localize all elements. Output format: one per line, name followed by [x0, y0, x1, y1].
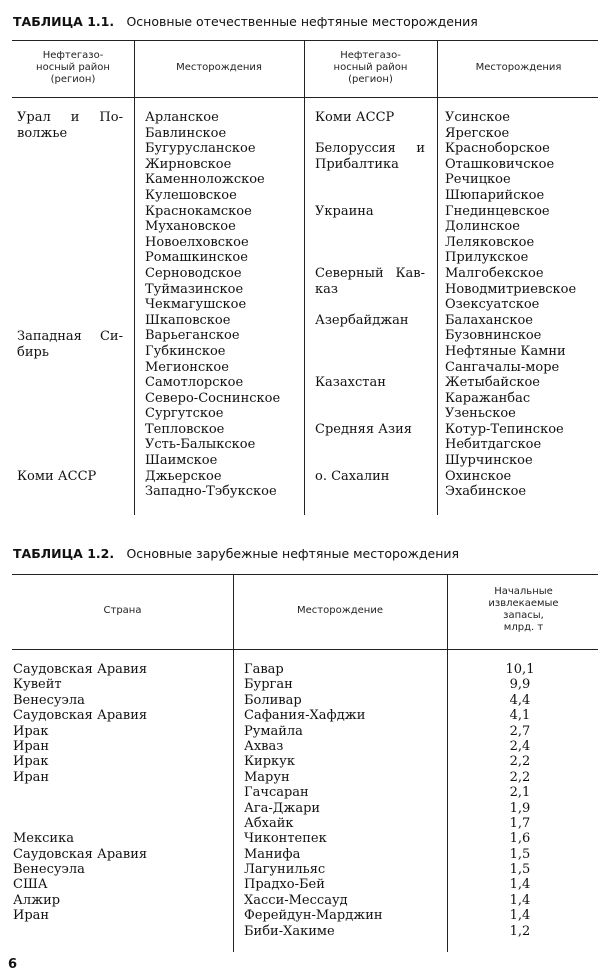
field-item: Туймазинское — [145, 281, 244, 297]
field-item: Краснокамское — [145, 203, 252, 219]
reserves-cell: 1,2 — [509, 923, 531, 939]
table1-title-label: ТАБЛИЦА 1.1. — [13, 14, 115, 29]
country-cell: Иран — [13, 738, 50, 754]
field-cell: Лагунильяс — [244, 862, 326, 878]
table1-right-fields — [445, 110, 576, 500]
country-cell: Саудовская Аравия — [13, 846, 148, 862]
field-item: Ярегское — [445, 125, 510, 141]
region-line: Казахстан — [315, 375, 386, 390]
field-item: Кулешовское — [145, 187, 237, 203]
region-kazakhstan — [315, 375, 425, 391]
table1-title — [13, 14, 478, 29]
reserves-cell: 2,1 — [509, 785, 531, 801]
country-cell: Ирак — [13, 754, 49, 770]
country-cell: Венесуэла — [13, 862, 85, 878]
reserves-cell: 2,4 — [509, 738, 531, 754]
reserves-cell: 2,2 — [509, 769, 531, 785]
reserves-cell: 1,4 — [509, 892, 531, 908]
field-item: Мухановское — [145, 219, 236, 235]
region-line: Северный Кав- — [315, 266, 425, 281]
table2-header-rule — [12, 649, 598, 650]
table2-header-reserves: Начальные извлекаемые запасы, млрд. т — [488, 586, 559, 633]
field-item: Долинское — [445, 219, 520, 235]
reserves-cell: 1,5 — [509, 846, 531, 862]
field-cell: Румайла — [244, 723, 303, 739]
reserves-cell: 9,9 — [509, 677, 531, 693]
reserves-cell: 1,5 — [509, 862, 531, 878]
field-cell: Чиконтепек — [244, 831, 327, 847]
table1-left-fields — [145, 110, 280, 500]
table1-header-rule — [12, 97, 598, 98]
field-cell: Боливар — [244, 692, 302, 708]
field-cell: Хасси-Мессауд — [244, 892, 348, 908]
table1-top-rule — [12, 40, 598, 41]
field-item: Шкаповское — [145, 312, 231, 328]
field-item: Усинское — [445, 110, 510, 125]
field-item: Ромашкинское — [145, 250, 248, 266]
field-item: Красноборское — [445, 141, 550, 157]
field-item: Бавлинское — [145, 125, 227, 141]
region-line: каз — [315, 281, 338, 297]
field-item: Сангачалы-море — [445, 359, 560, 375]
region-ural-volga — [17, 110, 123, 141]
field-cell: Прадхо-Бей — [244, 877, 325, 893]
region-west-siberia — [17, 329, 123, 360]
region-line: Азербайджан — [315, 313, 409, 328]
field-item: Эхабинское — [445, 484, 527, 500]
region-komi-left — [17, 469, 123, 485]
table2-reserves — [480, 662, 560, 939]
region-line: Средняя Азия — [315, 422, 412, 437]
field-item: Узеньское — [445, 406, 516, 422]
field-item: Жетыбайское — [445, 375, 541, 391]
country-cell — [13, 816, 147, 831]
region-line: Коми АССР — [17, 469, 97, 484]
field-item: Небитдагское — [445, 437, 542, 453]
country-cell: Венесуэла — [13, 692, 85, 708]
country-cell: Саудовская Аравия — [13, 662, 148, 677]
region-line: волжье — [17, 125, 68, 141]
field-cell: Ага-Джари — [244, 800, 321, 816]
country-cell — [13, 924, 147, 939]
table2-divider-1 — [233, 574, 234, 952]
reserves-cell: 2,2 — [509, 754, 531, 770]
region-north-caucasus — [315, 266, 425, 297]
field-cell: Ахваз — [244, 738, 284, 754]
field-item: Прилукское — [445, 250, 529, 266]
region-line: бирь — [17, 344, 49, 360]
table2-countries — [13, 662, 147, 939]
table1-divider-1 — [134, 40, 135, 515]
field-item: Речицкое — [445, 172, 511, 188]
reserves-cell: 1,4 — [509, 908, 531, 924]
country-cell — [13, 785, 147, 800]
field-item: Самотлорское — [145, 375, 244, 391]
field-item: Шюпарийское — [445, 187, 545, 203]
country-cell: США — [13, 877, 48, 893]
reserves-cell: 10,1 — [505, 662, 535, 677]
field-cell: Бурган — [244, 677, 293, 693]
field-item: Серноводское — [145, 265, 242, 281]
field-item: Озексуатское — [445, 297, 540, 313]
country-cell: Ирак — [13, 723, 49, 739]
field-item: Оташковичское — [445, 156, 555, 172]
reserves-cell: 2,7 — [509, 723, 531, 739]
table1-header-region-right: Нефтегазо- носный район (регион) — [333, 50, 408, 85]
table1-header-region-left: Нефтегазо- носный район (регион) — [36, 50, 110, 85]
region-belarus-baltic — [315, 141, 425, 172]
region-sakhalin — [315, 469, 425, 485]
field-cell: Абхайк — [244, 815, 294, 831]
table2-top-rule — [12, 574, 598, 575]
field-item: Мегионское — [145, 359, 229, 375]
table2-title — [13, 546, 459, 561]
country-cell: Мексика — [13, 831, 74, 847]
table2-header-field: Месторождение — [297, 605, 383, 616]
region-line: Западная Си- — [17, 329, 123, 344]
field-cell: Манифа — [244, 846, 301, 862]
country-cell: Алжир — [13, 892, 61, 908]
field-item: Бугурусланское — [145, 141, 256, 157]
reserves-cell: 1,4 — [509, 877, 531, 893]
country-cell: Саудовская Аравия — [13, 708, 148, 724]
field-item: Каменноложское — [145, 172, 265, 188]
field-item: Усть-Балыкское — [145, 437, 256, 453]
country-cell: Иран — [13, 769, 50, 785]
field-cell: Гавар — [244, 662, 284, 677]
field-cell: Ферейдун-Марджин — [244, 908, 383, 924]
field-item: Тепловское — [145, 421, 225, 437]
country-cell — [13, 801, 147, 816]
field-item: Шурчинское — [445, 453, 533, 469]
reserves-cell: 4,4 — [509, 692, 531, 708]
table1-header-fields-right: Месторождения — [475, 62, 562, 73]
reserves-cell: 1,7 — [509, 815, 531, 831]
region-azerbaijan — [315, 313, 425, 329]
region-line: Прибалтика — [315, 156, 399, 172]
field-item: Охинское — [445, 468, 512, 484]
reserves-cell: 1,6 — [509, 831, 531, 847]
region-ukraine — [315, 204, 425, 220]
reserves-cell: 1,9 — [509, 800, 531, 816]
field-item: Бузовнинское — [445, 328, 542, 344]
field-cell: Киркук — [244, 754, 295, 770]
field-item: Нефтяные Камни — [445, 343, 566, 359]
field-item: Новоелховское — [145, 234, 249, 250]
country-cell: Кувейт — [13, 677, 62, 693]
region-central-asia — [315, 422, 425, 438]
table2-title-label: ТАБЛИЦА 1.2. — [13, 546, 115, 561]
field-item: Губкинское — [145, 343, 226, 359]
reserves-cell: 4,1 — [509, 708, 531, 724]
table2-title-caption: Основные зарубежные нефтяные месторождения — [126, 546, 460, 561]
region-line: Урал и По- — [17, 110, 123, 125]
field-item: Каражанбас — [445, 390, 531, 406]
table2-divider-2 — [447, 574, 448, 952]
region-line: Белоруссия и — [315, 141, 425, 156]
field-item: Чекмагушское — [145, 297, 247, 313]
field-item: Северо-Соснинское — [145, 390, 281, 406]
region-line: о. Сахалин — [315, 469, 390, 484]
country-cell: Иран — [13, 908, 50, 924]
field-item: Малгобекское — [445, 265, 544, 281]
table2-header-country: Страна — [103, 605, 142, 616]
field-cell: Сафания-Хафджи — [244, 708, 366, 724]
field-item: Новодмитриевское — [445, 281, 577, 297]
page-number: 6 — [8, 957, 18, 972]
table1-divider-3 — [437, 40, 438, 515]
field-item: Западно-Тэбукское — [145, 484, 277, 500]
table1-title-caption: Основные отечественные нефтяные месторождения — [126, 14, 478, 29]
field-item: Котур-Тепинское — [445, 421, 564, 437]
region-komi-right — [315, 110, 425, 126]
field-item: Леляковское — [445, 234, 535, 250]
field-item: Жирновское — [145, 156, 232, 172]
field-item: Шаимское — [145, 453, 218, 469]
field-item: Арланское — [145, 110, 219, 125]
table2-fields — [244, 662, 383, 939]
region-line: Коми АССР — [315, 110, 395, 125]
region-line: Украина — [315, 204, 374, 219]
field-item: Джьерское — [145, 468, 222, 484]
field-cell: Биби-Хакиме — [244, 923, 335, 939]
field-item: Варьеганское — [145, 328, 240, 344]
field-item: Балаханское — [445, 312, 533, 328]
field-cell: Гачсаран — [244, 785, 309, 801]
field-item: Сургутское — [145, 406, 224, 422]
field-cell: Марун — [244, 769, 290, 785]
table1-divider-2 — [304, 40, 305, 515]
field-item: Гнединцевское — [445, 203, 550, 219]
table1-header-fields-left: Месторождения — [176, 62, 262, 73]
